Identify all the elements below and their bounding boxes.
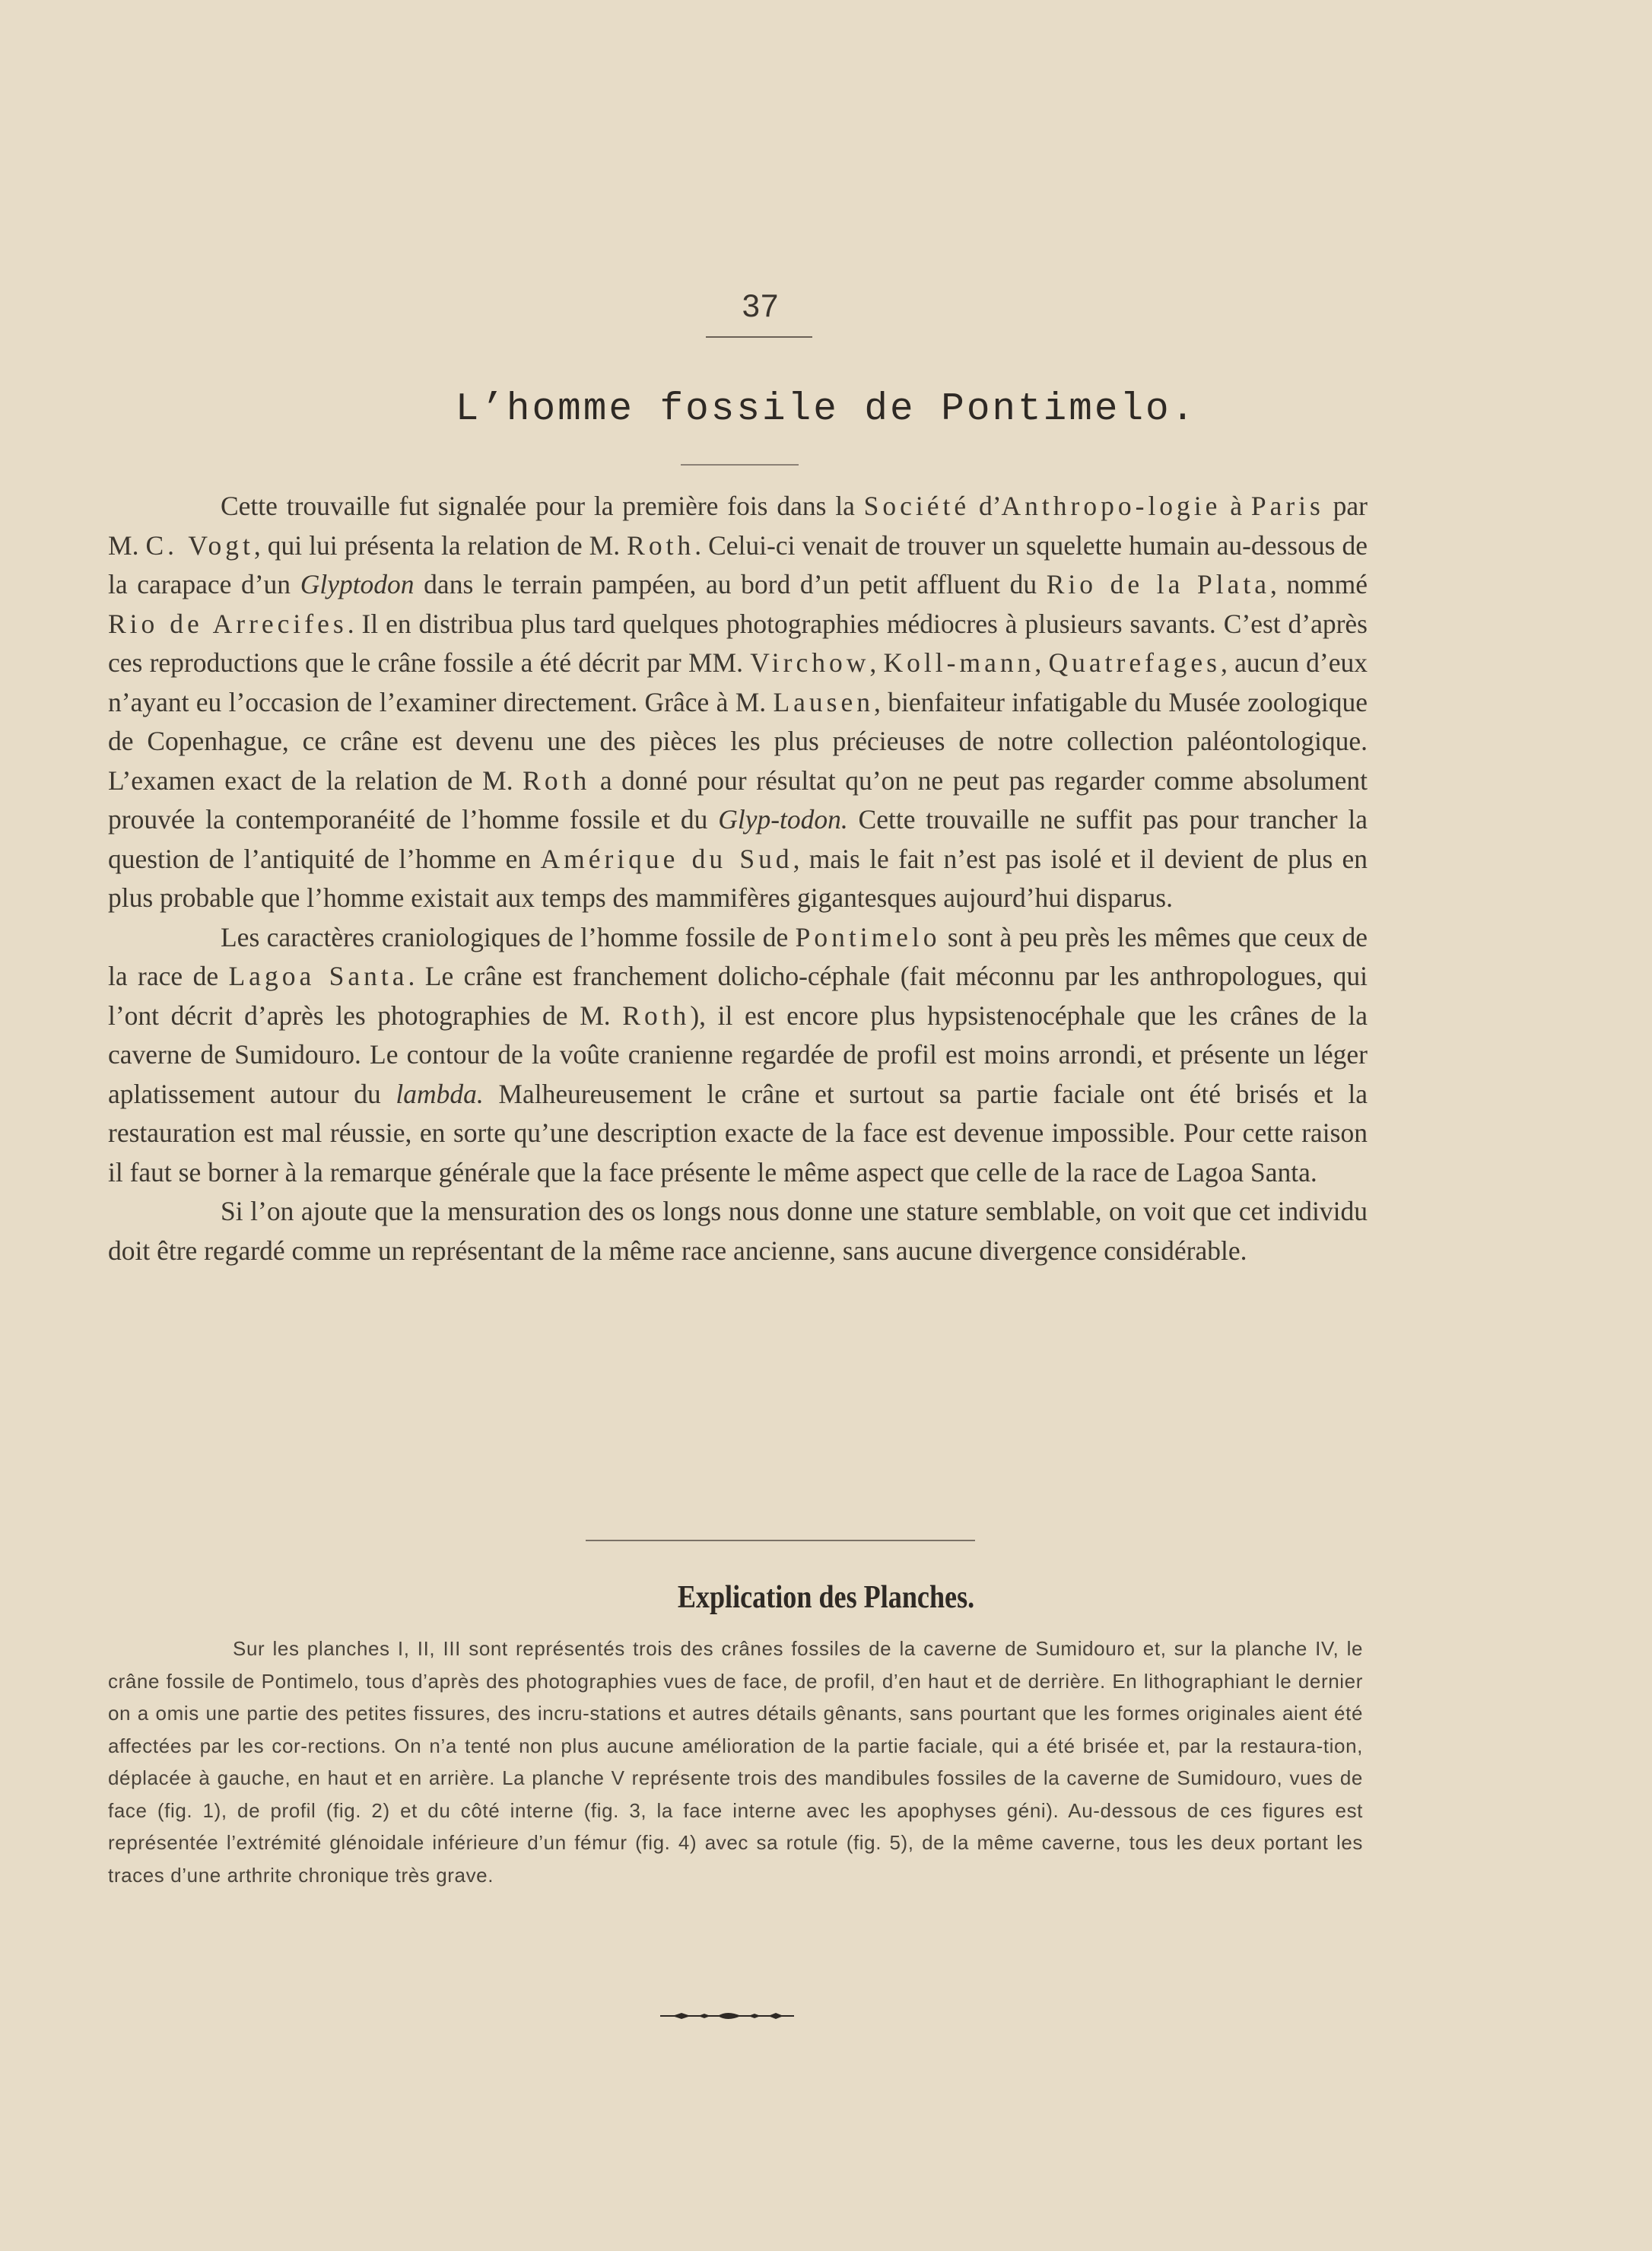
spaced-name: Roth [627, 529, 695, 561]
spaced-name: Koll-mann [883, 647, 1035, 678]
spaced-name: Lausen [773, 686, 874, 717]
spaced-name: Pontimelo [795, 921, 941, 952]
article-body [108, 487, 1368, 1270]
title-rule [681, 464, 799, 466]
spaced-name: Roth [523, 765, 591, 796]
spaced-name: Amérique du Sud [540, 843, 793, 874]
italic-term: lambda. [396, 1078, 484, 1109]
page-number-rule [706, 336, 812, 338]
italic-term: Glyptodon [300, 569, 415, 599]
plates-heading: Explication des Planches. [677, 1580, 975, 1615]
spaced-name: Rio de la Plata [1046, 569, 1271, 599]
spaced-name: Roth [622, 1000, 691, 1031]
spaced-name: Virchow [750, 647, 870, 678]
spaced-name: Anthropo-logie [1001, 491, 1222, 521]
spaced-name: Lagoa Santa [228, 961, 408, 991]
paragraph-3: Si l’on ajoute que la mensuration des os longs nous donne une stature semblable, on voit que cet individu doit être regardé comme un représentant de la même race ancienne, sans aucune divergence considérable. [108, 1196, 1368, 1266]
paragraph-2: Les caractères craniologiques de l’homme fossile de Pontimelo sont à peu près les mêmes que ceux de la race de Lagoa Santa. Le crâne est franchement dolicho-céphale (fait méconnu par les anthropologues, qui l’ont décrit d’après les photographies de M. Roth), il est encore plus hypsistenocéphale que les crânes de la caverne de Sumidouro. Le contour de la voûte cranienne regardée de profil est moins arrondi, et présente un léger aplatissement autour du lambda. Malheureusement le crâne et surtout sa partie faciale ont été brisés et la restauration est mal réussie, en sorte qu’une description exacte de la face est devenue impossible. Pour cette raison il faut se borner à la remarque générale que la face présente le même aspect que celle de la race de Lagoa Santa. [108, 921, 1368, 1187]
spaced-name: Rio de Arrecifes [108, 608, 348, 639]
section-rule [586, 1540, 975, 1541]
spaced-name: Paris [1250, 491, 1324, 521]
plates-explanation: Sur les planches I, II, III sont représentés trois des crânes fossiles de la caverne de Sumidouro et, sur la planche IV, le crâne fossile de Pontimelo, tous d’après des photographies vues de face, de profil, d’en haut et de derrière. En lithographiant le dernier on a omis une partie des petites fissures, des incru-stations et autres détails gênants, sans pourtant que les formes originales aient été affectées par les cor-rections. On n’a tenté non plus aucune amélioration de la partie faciale, qui a été brisée et, par la restaura-tion, déplacée à gauche, en haut et en arrière. La planche V représente trois des mandibules fossiles de la caverne de Sumidouro, vues de face (fig. 1), de profil (fig. 2) et du côté interne (fig. 3, la face interne avec les apophyses géni). Au-dessous de ces figures est représentée l’extrémité glénoidale inférieure d’un fémur (fig. 4) avec sa rotule (fig. 5), de la même caverne, tous les deux portant les traces d’une arthrite chronique très grave. [108, 1637, 1363, 1887]
paragraph-1: Cette trouvaille fut signalée pour la première fois dans la Société d’Anthropo-logie à Paris par M. C. Vogt, qui lui présenta la relation de M. Roth. Celui-ci venait de trouver un squelette humain au-dessous de la carapace d’un Glyptodon dans le terrain pampéen, au bord d’un petit affluent du Rio de la Plata, nommé Rio de Arrecifes. Il en distribua plus tard quelques photographies médiocres à plusieurs savants. C’est d’après ces reproductions que le crâne fossile a été décrit par MM. Virchow, Koll-mann, Quatrefages, aucun d’eux n’ayant eu l’occasion de l’examiner directement. Grâce à M. Lausen, bienfaiteur infatigable du Musée zoologique de Copenhague, ce crâne est devenu une des pièces les plus précieuses de notre collection paléontologique. L’examen exact de la relation de M. Roth a donné pour résultat qu’on ne peut pas regarder comme absolument prouvée la contemporanéité de l’homme fossile et du Glyp-todon. Cette trouvaille ne suffit pas pour trancher la question de l’antiquité de l’homme en Amérique du Sud, mais le fait n’est pas isolé et il devient de plus en plus probable que l’homme existait aux temps des mammifères gigantesques aujourd’hui disparus. [108, 491, 1368, 913]
italic-term: Glyp-todon. [718, 804, 848, 835]
article-title: L’homme fossile de Pontimelo. [455, 388, 1197, 431]
spaced-name: C. Vogt [145, 529, 254, 561]
spaced-name: Société [863, 491, 971, 521]
page-number: 37 [742, 288, 780, 323]
spaced-name: Quatrefages [1048, 647, 1221, 678]
ornament-icon [651, 2007, 803, 2025]
